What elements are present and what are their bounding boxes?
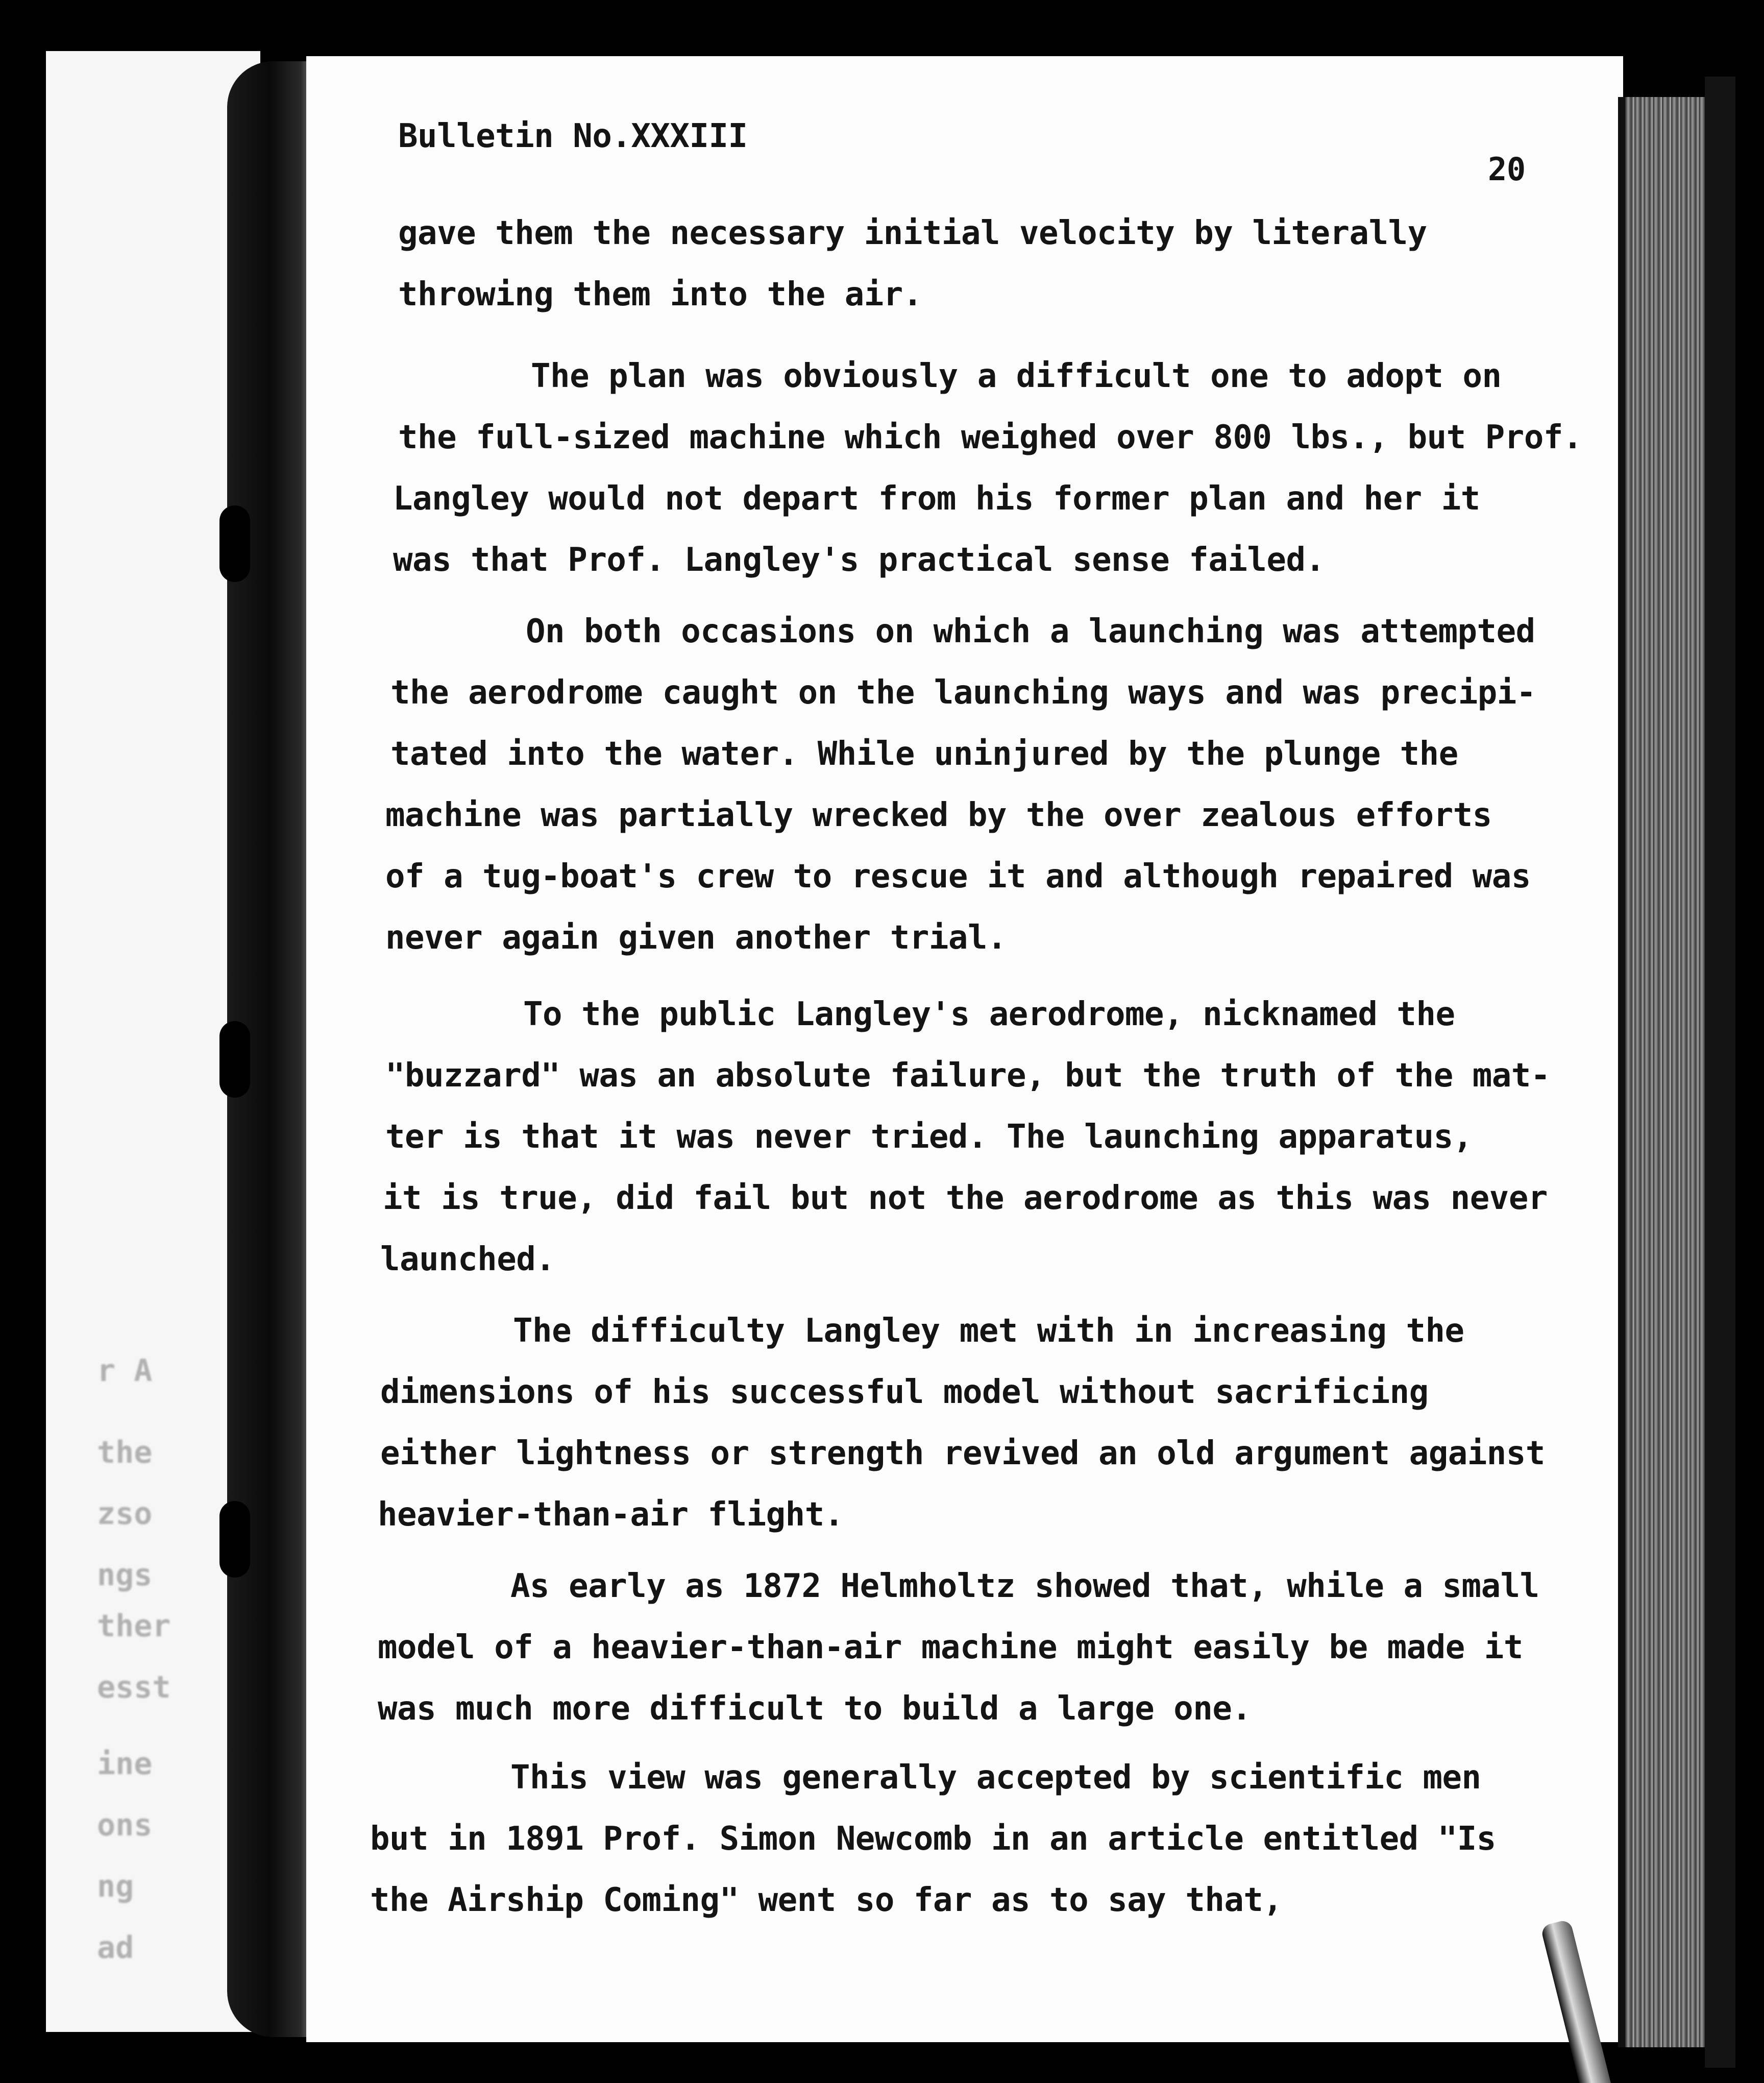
facing-page-ghost-text: esst: [97, 1669, 171, 1705]
binding-stitch: [219, 1021, 250, 1098]
facing-page-ghost-text: r A: [97, 1353, 153, 1389]
text-line: the full-sized machine which weighed over 800 lbs., but Prof.: [398, 419, 1582, 456]
text-line: launched.: [380, 1241, 555, 1278]
text-line: the aerodrome caught on the launching ways and was precipi-: [390, 674, 1536, 712]
facing-page-ghost-text: ngs: [97, 1557, 153, 1593]
book-page-edges: [1618, 97, 1717, 2047]
text-line: it is true, did fail but not the aerodrome as this was never: [383, 1179, 1548, 1217]
text-line: of a tug-boat's crew to rescue it and although repaired was: [385, 858, 1531, 895]
facing-page-ghost-text: zso: [97, 1496, 153, 1532]
text-line: machine was partially wrecked by the over zealous efforts: [385, 796, 1492, 834]
facing-page-ghost-text: the: [97, 1435, 153, 1470]
binding-stitch: [219, 505, 250, 582]
text-line: never again given another trial.: [385, 919, 1007, 957]
bulletin-header: Bulletin No.XXXIII: [398, 117, 748, 155]
text-line: To the public Langley's aerodrome, nicknamed the: [523, 996, 1455, 1033]
text-line: As early as 1872 Helmholtz showed that, while a small: [510, 1567, 1539, 1605]
page-number: 20: [1488, 151, 1526, 188]
facing-page-ghost-text: ons: [97, 1807, 153, 1843]
text-line: This view was generally accepted by scientific men: [510, 1759, 1481, 1797]
text-line: dimensions of his successful model without sacrificing: [380, 1373, 1429, 1411]
main-page: [306, 56, 1623, 2042]
text-line: but in 1891 Prof. Simon Newcomb in an article entitled "Is: [370, 1820, 1496, 1858]
text-line: The difficulty Langley met with in increasing the: [513, 1312, 1464, 1350]
text-line: gave them the necessary initial velocity by literally: [398, 214, 1427, 252]
text-line: On both occasions on which a launching was attempted: [526, 613, 1535, 650]
text-line: was much more difficult to build a large one.: [378, 1690, 1252, 1728]
text-line: Langley would not depart from his former plan and her it: [393, 480, 1480, 518]
text-line: throwing them into the air.: [398, 276, 922, 313]
text-line: was that Prof. Langley's practical sense failed.: [393, 541, 1325, 579]
facing-page-ghost-text: ng: [97, 1869, 134, 1904]
text-line: The plan was obviously a difficult one to adopt on: [531, 357, 1502, 395]
facing-page-ghost-text: ad: [97, 1930, 134, 1966]
facing-page-ghost-text: ine: [97, 1746, 153, 1782]
text-line: tated into the water. While uninjured by the plunge the: [390, 735, 1458, 773]
text-line: ter is that it was never tried. The launching apparatus,: [385, 1118, 1473, 1156]
text-line: either lightness or strength revived an old argument against: [380, 1435, 1545, 1472]
text-line: heavier-than-air flight.: [378, 1496, 844, 1534]
text-line: model of a heavier-than-air machine might easily be made it: [378, 1629, 1523, 1666]
book-cover-edge: [1705, 77, 1735, 2068]
binding-stitch: [219, 1501, 250, 1578]
text-line: the Airship Coming" went so far as to say that,: [370, 1881, 1283, 1919]
facing-page-ghost-text: ther: [97, 1608, 171, 1644]
text-line: "buzzard" was an absolute failure, but the truth of the mat-: [385, 1057, 1550, 1095]
